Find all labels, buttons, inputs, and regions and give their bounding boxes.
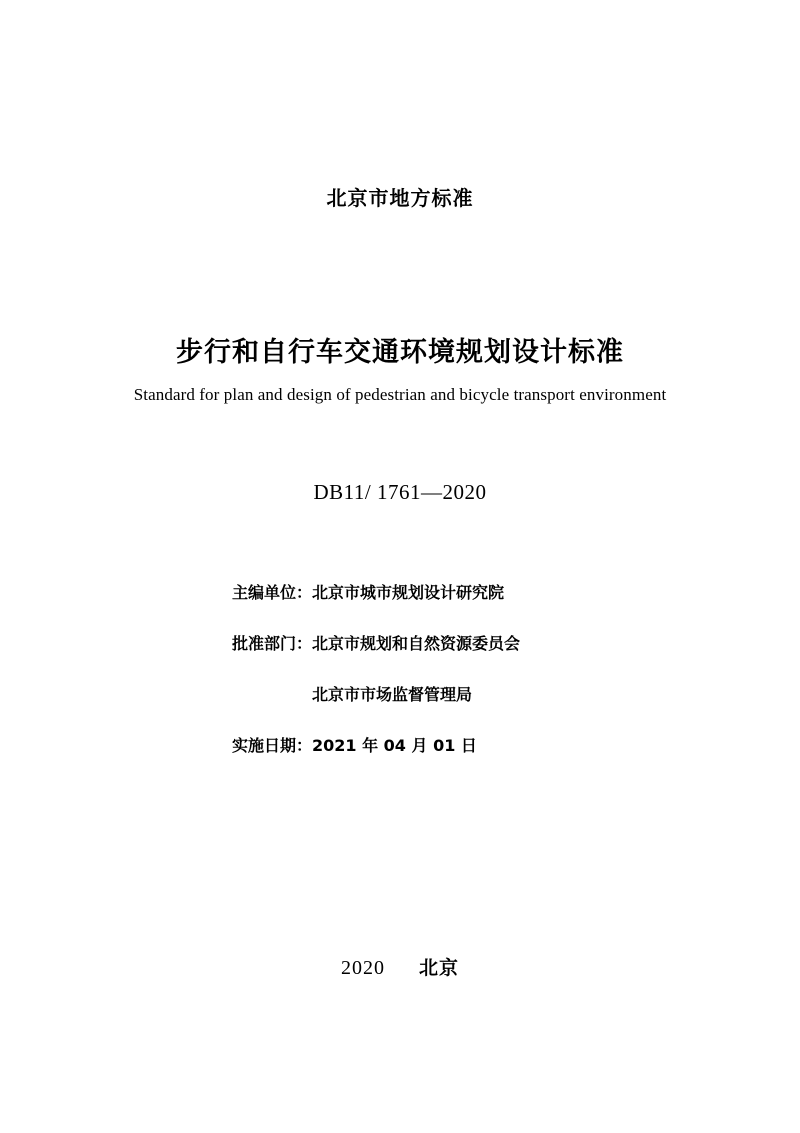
cover-footer <box>0 953 800 980</box>
effective-date: 实施日期：2021 年 04 月 01 日 <box>232 736 477 755</box>
footer-city: 北京 <box>418 957 459 979</box>
chief-editor-unit: 主编单位：北京市城市规划设计研究院 <box>232 583 505 602</box>
standard-type-heading: 北京市地方标准 <box>326 186 474 210</box>
approval-department-secondary: 北京市市场监督管理局 <box>312 685 473 704</box>
footer-year: 2020 <box>340 957 385 979</box>
page-subtitle-english: Standard for plan and design of pedestrian and bicycle transport environment <box>133 385 667 404</box>
standard-code: DB11/ 1761—2020 <box>313 480 487 504</box>
approval-department: 批准部门：北京市规划和自然资源委员会 <box>232 634 521 653</box>
page-title: 步行和自行车交通环境规划设计标准 <box>176 337 624 368</box>
publication-info <box>232 585 712 789</box>
